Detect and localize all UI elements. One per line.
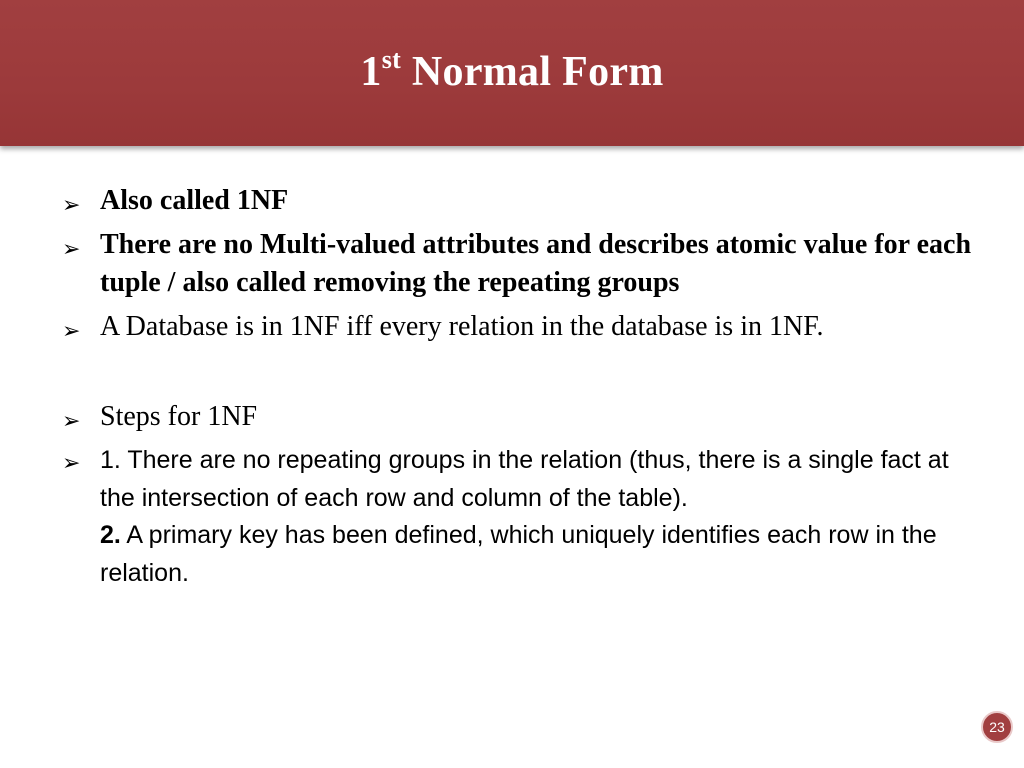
page-number-badge: [981, 711, 1013, 743]
arrowhead-bullet-icon: ➢: [62, 451, 81, 476]
bullet-item: [62, 226, 982, 302]
arrowhead-bullet-icon: ➢: [62, 237, 81, 262]
step-two-text: A primary key has been defined, which uniquely identifies each row in the relation.: [100, 521, 937, 587]
title-bar: [0, 0, 1024, 146]
bullet-item: [62, 308, 982, 346]
title-text: Normal Form: [401, 48, 664, 95]
arrowhead-bullet-icon: ➢: [62, 193, 81, 218]
bullet-text: Also called 1NF: [100, 185, 289, 216]
bullet-text: There are no Multi-valued attributes and describes atomic value for each tuple / also called removing the repeating groups: [100, 229, 972, 298]
slide-title: [360, 44, 664, 96]
arrowhead-bullet-icon: ➢: [62, 319, 81, 344]
page-number: 23: [989, 719, 1005, 735]
bullet-list: [62, 182, 982, 592]
bullet-item-steps: [62, 442, 982, 592]
step-one-text: 1. There are no repeating groups in the relation (thus, there is a single fact at the intersection of each row and column of the table).: [100, 446, 949, 512]
bullet-text: Steps for 1NF: [100, 401, 258, 432]
arrowhead-bullet-icon: ➢: [62, 409, 81, 434]
step-two-number: 2.: [100, 521, 121, 549]
bullet-text: A Database is in 1NF iff every relation in the database is in 1NF.: [100, 311, 824, 342]
title-superscript: st: [381, 44, 402, 74]
bullet-item: [62, 398, 982, 436]
bullet-item: [62, 182, 982, 220]
title-number: 1: [360, 48, 382, 95]
